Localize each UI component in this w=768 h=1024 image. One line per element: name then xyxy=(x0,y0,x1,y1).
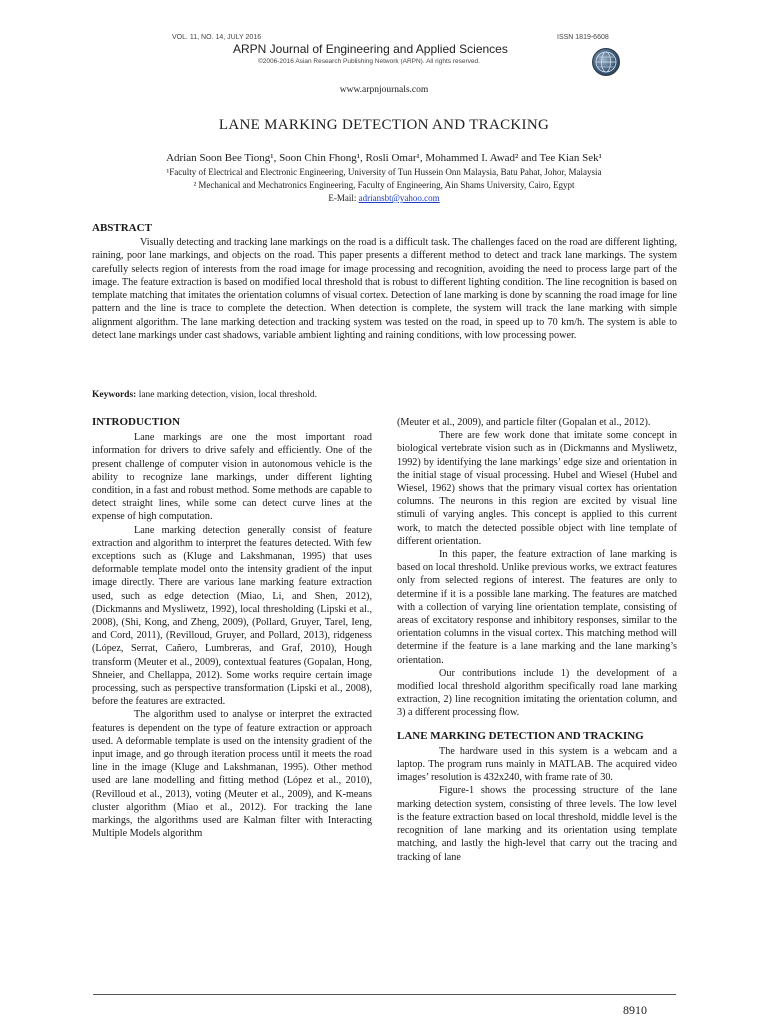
paper-title: LANE MARKING DETECTION AND TRACKING xyxy=(218,117,550,133)
keywords-text: lane marking detection, vision, local threshold. xyxy=(136,390,318,400)
keywords-line xyxy=(92,390,317,400)
header-volume: VOL. 11, NO. 14, JULY 2016 xyxy=(172,34,262,41)
intro-paragraph-continued: (Meuter et al., 2009), and particle filter (Gopalan et al., 2012). xyxy=(397,417,651,428)
intro-paragraph-6: Our contributions include 1) the development of a modified local threshold algorithm specifically road lane marking extraction, 2) line recognition imitating the orientation column, and 3) a different processing flow. xyxy=(397,667,677,719)
keywords-label: Keywords: xyxy=(92,390,137,400)
affiliation-1: ¹Faculty of Electrical and Electronic Engineering, University of Tun Hussein Onn Malaysia, Batu Pahat, Johor, Malaysia xyxy=(166,167,602,177)
copyright-line: ©2006-2016 Asian Research Publishing Network (ARPN). All rights reserved. xyxy=(258,58,480,65)
page-number: 8910 xyxy=(623,1003,647,1017)
lane-marking-section-heading: LANE MARKING DETECTION AND TRACKING xyxy=(397,729,644,742)
email-line xyxy=(0,193,768,203)
intro-paragraph-4: There are few work done that imitate some concept in biological vertebrate vision such as in (Dickmanns and Mysliwetz, 1992) by identifying the lane markings’ edge size and orientation in the initial stage of visual processing. Hubel and Wiesel (Hubel and Wiesel, 1962) shows that the primary visual cortex has orientation columns. The neurons in this region are excited by visual line stimuli of varying angles. This concept is applied to this current work, to match the detected possible object with line template of different orientation. xyxy=(397,430,677,547)
intro-paragraph-5: In this paper, the feature extraction of lane marking is based on local threshold. Unlike previous works, we extract features only from selected regions of interest. The features are only to determine if it is a possible lane marking. The features are matched with a collection of varying line orientation template, consisting of areas of excitatory response and inhibitory responses, similar to the orientation columns in the visual cortex. This matching method will determine if the feature is a lane marking and the lane marking’s orientation. xyxy=(397,549,677,666)
intro-paragraph-1: Lane markings are one the most important road information for drivers to drive safely and efficiently. One of the present challenge of computer vision in autonomous vehicle is the ability to recognize lane markings, under different lighting condition, in a fast and robust method. Some methods are capable to detect straight lines, while some can detect curve lines at the expense of high computation. xyxy=(92,432,372,523)
section-paragraph-1: The hardware used in this system is a webcam and a laptop. The program runs mainly in MATLAB. The acquired video images’ resolution is 432x240, with frame rate of 30. xyxy=(397,745,677,784)
introduction-heading: INTRODUCTION xyxy=(92,416,181,428)
abstract-heading: ABSTRACT xyxy=(92,222,152,234)
abstract-body: Visually detecting and tracking lane markings on the road is a difficult task. The challenges faced on the road are different lighting, raining, poor lane markings, and objects on the road. This paper presents a different method to detect and track lane markings. The system carefully selects region of interests from the road image for image processing and recognition, avoiding the need to process large part of the image. The feature extraction is based on modified local threshold that is robust to different lighting condition. The line recognition is based on template matching that imitates the orientation columns of visual cortex. Detection of lane marking is done by scanning the road image for line pattern and the line is trace to complete the detection. When detection is complete, the system will track the lane marking with simple alignment algorithm. The lane marking detection and tracking system was tested on the road, in speed up to 70 km/h. The system is able to detect lane markings under cast shadows, variable ambient lighting and raining conditions, with low processing power. xyxy=(92,237,677,342)
journal-url[interactable]: www.arpnjournals.com xyxy=(339,85,429,95)
section-paragraph-2: Figure-1 shows the processing structure of the lane marking detection system, consisting of three levels. The low level is the feature extraction based on local threshold, middle level is the recognition of lane marking and its orientation using template matching, and lastly the high-level that carry out the tracing and tracking of lane xyxy=(397,785,677,863)
header-issn: ISSN 1819-6608 xyxy=(557,34,609,41)
globe-logo-icon xyxy=(592,48,620,76)
footer-rule xyxy=(93,994,676,995)
email-label: E-Mail: xyxy=(328,193,359,203)
intro-paragraph-3: The algorithm used to analyse or interpret the extracted features is dependent on the type of feature extraction or approach used. A deformable template is used on the intensity gradient of the input image, and go through iteration process until it meets the road line in the image (Kluge and Lakshmanan, 1995). Other method used are lane modelling and fitting method (López et al., 2010), (Revilloud et al., 2013), voting (Meuter et al., 2009), and K-means cluster algorithm (Miao et al., 2012). For tracking the lane markings, the algorithms used are Kalman filter with Interacting Multiple Models algorithm xyxy=(92,709,372,840)
right-column xyxy=(397,416,677,864)
affiliation-2: ² Mechanical and Mechatronics Engineering, Faculty of Engineering, Ain Shams University, Cairo, Egypt xyxy=(193,180,575,190)
journal-name: ARPN Journal of Engineering and Applied Sciences xyxy=(233,42,508,56)
author-list: Adrian Soon Bee Tiong¹, Soon Chin Fhong¹, Rosli Omar¹, Mohammed I. Awad² and Tee Kian Sek¹ xyxy=(166,152,602,164)
email-link[interactable]: adriansbt@yahoo.com xyxy=(358,193,440,203)
left-column xyxy=(92,416,372,841)
intro-paragraph-2: Lane marking detection generally consist of feature extraction and algorithm to interpret the features detected. With few exceptions such as (Kluge and Lakshmanan, 1995) that uses deformable template model onto the intensity gradient of the input image directly. There are various lane marking feature extraction used, such as edge detection (Miao, Li, and Shen, 2012), (Dickmanns and Mysliwetz, 1992), local thresholding (Lipski et al., 2008), (Shi, Kong, and Zheng, 2009), (Pollard, Gruyer, Tarel, Ieng, and Cord, 2011), (Revilloud, Gruyer, and Pollard, 2013), ridgeness (López, Serrat, Cañero, Lumbreras, and Graf, 2010), Hough transform (Meuter et al., 2009), contextual features (Gopalan, Hong, Shneier, and Chellappa, 2012). Some works require certain image processing, such as perspective transformation (Lipski et al., 2008), before the features are extracted. xyxy=(92,524,372,708)
